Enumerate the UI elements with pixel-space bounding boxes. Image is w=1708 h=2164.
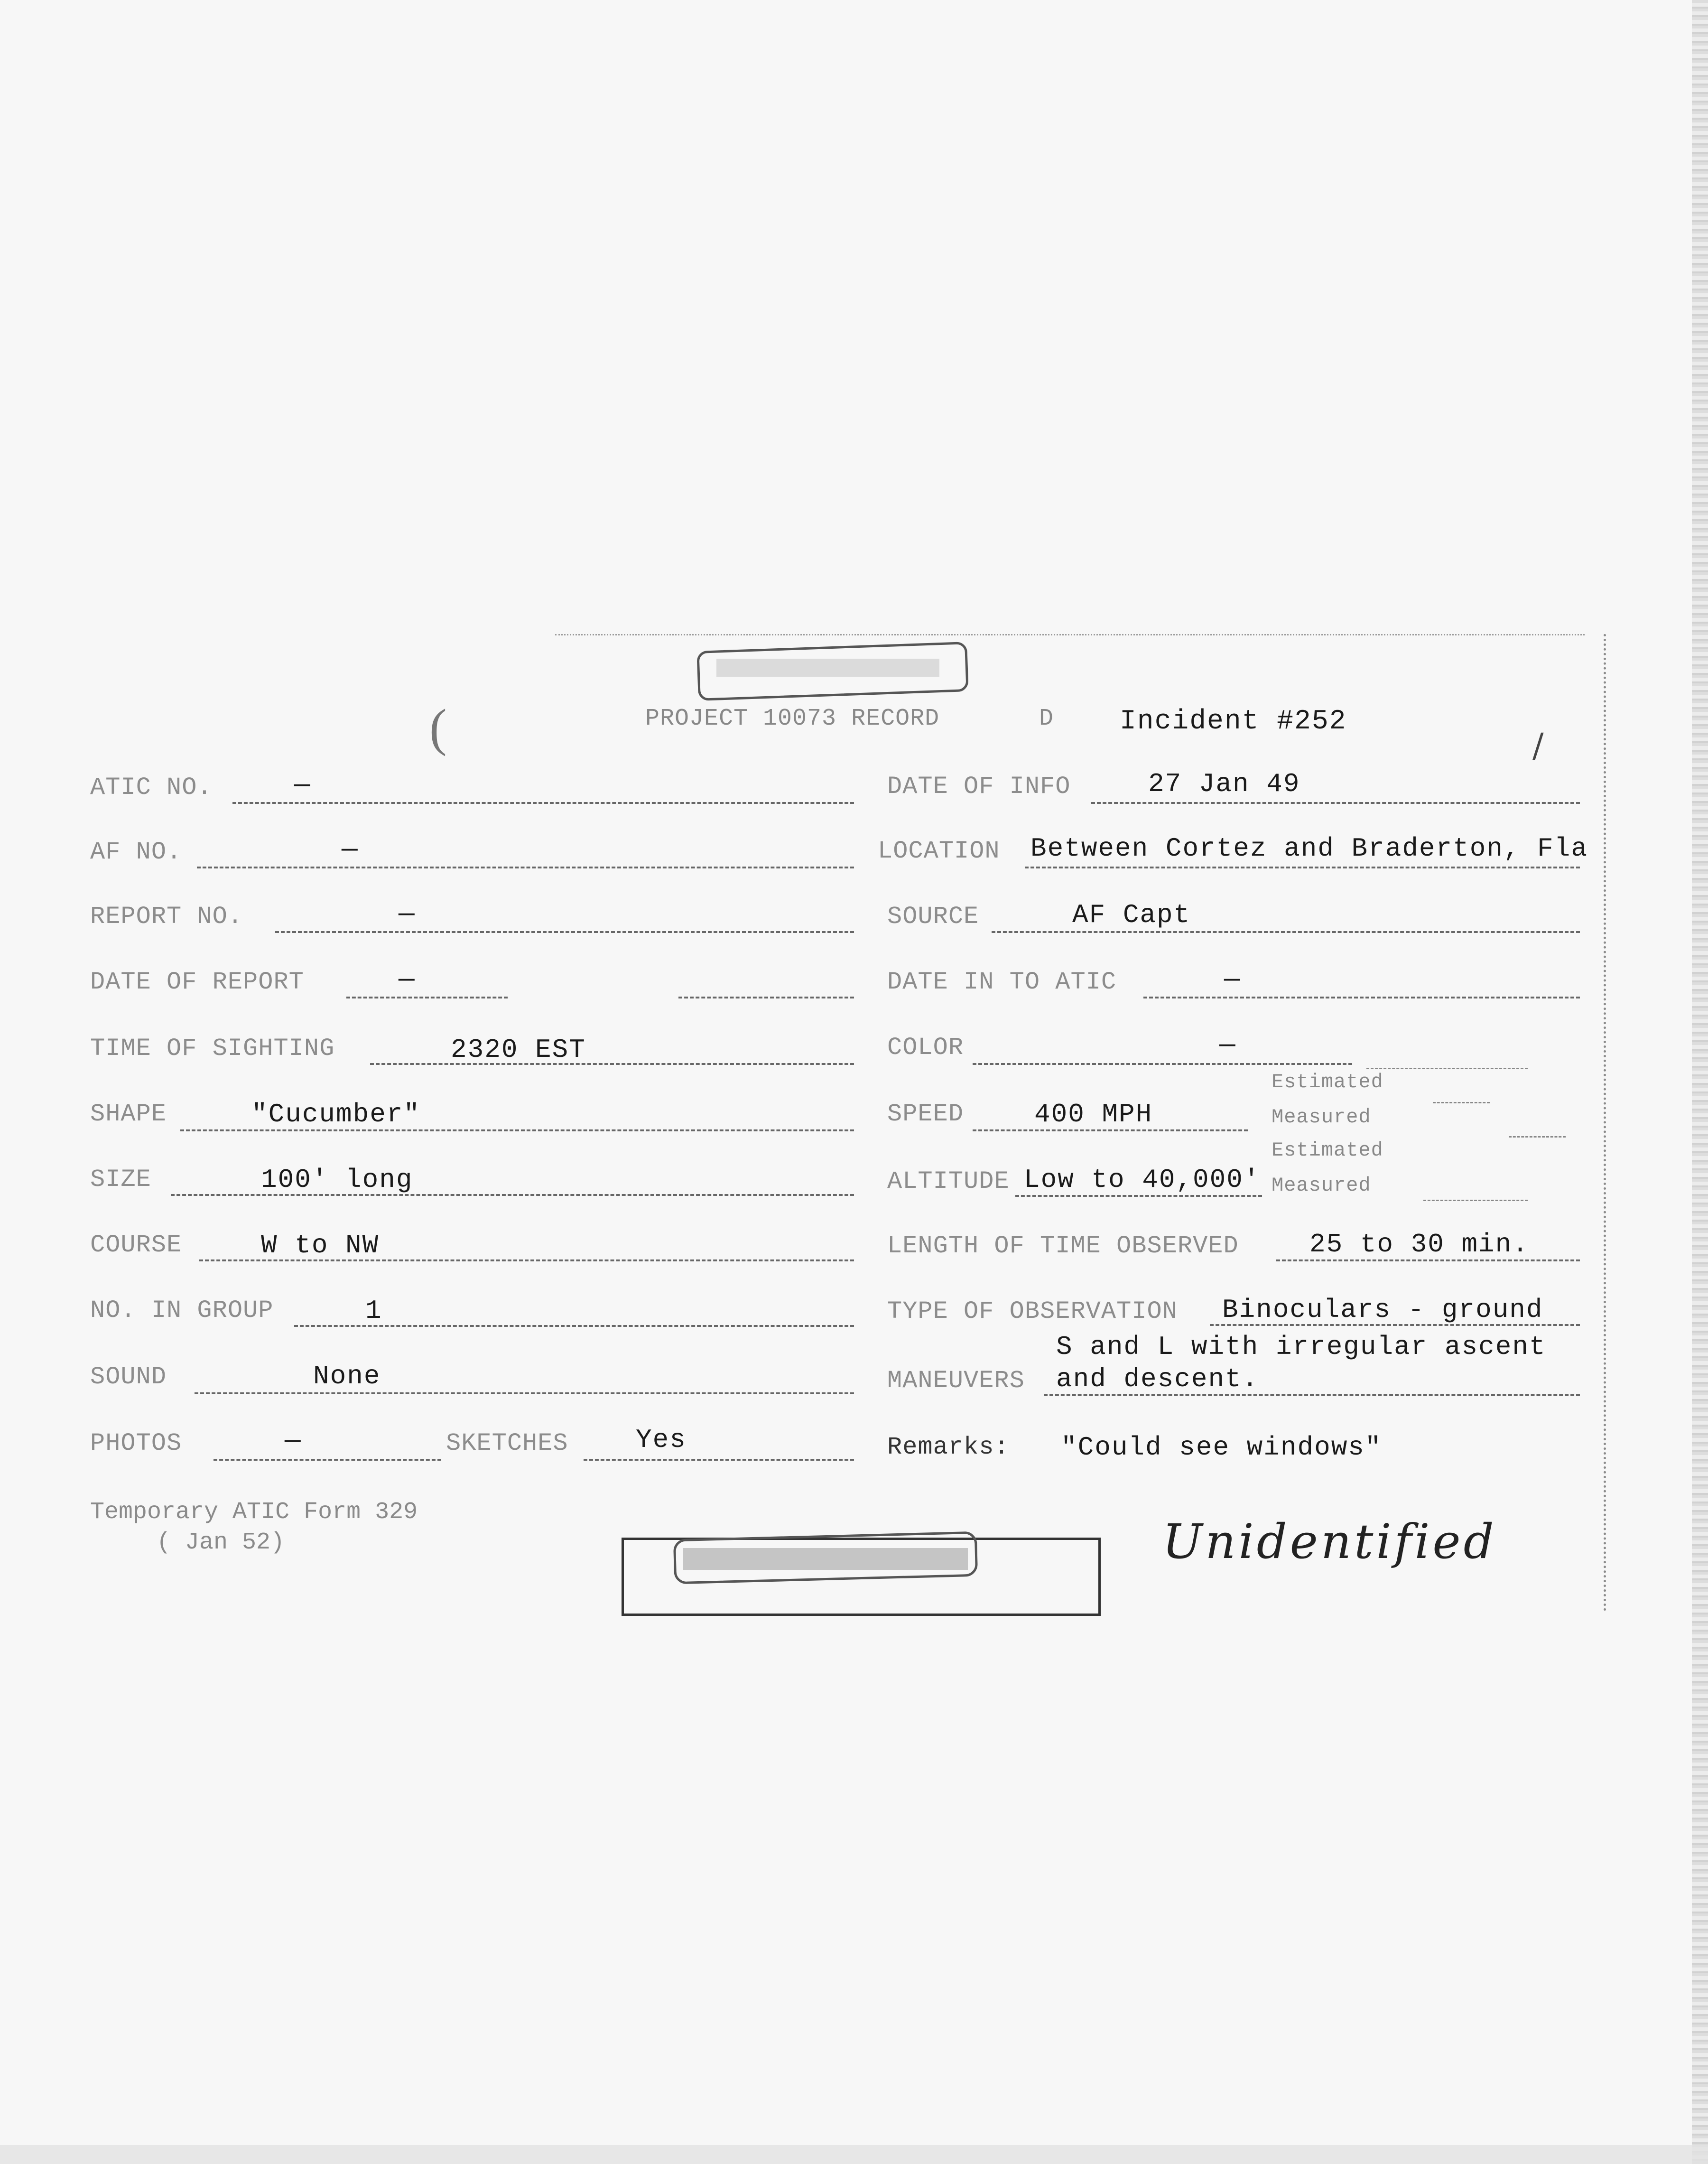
report-no-label: REPORT NO. (90, 903, 243, 931)
location-label: LOCATION (878, 837, 1000, 865)
handwritten-annotation: Unidentified (1162, 1514, 1497, 1569)
shape-label: SHAPE (90, 1100, 167, 1128)
atic-no-label: ATIC NO. (90, 774, 213, 802)
redaction-stamp-top-fill (716, 659, 939, 677)
color-line (973, 1063, 1352, 1065)
atic-no-line (232, 802, 854, 804)
incident-number: Incident #252 (1120, 706, 1347, 737)
length-of-time-value: 25 to 30 min. (1309, 1229, 1529, 1259)
af-no-value: — (342, 834, 359, 865)
form-name: Temporary ATIC Form 329 (90, 1499, 418, 1526)
remarks-value: "Could see windows" (1061, 1432, 1382, 1463)
report-no-value: — (399, 899, 416, 929)
speed-line (973, 1129, 1248, 1131)
length-of-time-line (1276, 1259, 1580, 1261)
measured-line-3 (1423, 1200, 1528, 1201)
shape-value: "Cucumber" (251, 1099, 421, 1129)
type-of-observation-line (1210, 1324, 1580, 1326)
date-in-to-atic-label: DATE IN TO ATIC (887, 968, 1117, 996)
af-no-label: AF NO. (90, 838, 182, 866)
sound-line (195, 1392, 854, 1394)
sketches-label: SKETCHES (446, 1429, 568, 1457)
photos-value: — (285, 1426, 302, 1456)
measured-line-1 (1433, 1102, 1490, 1103)
form-date: ( Jan 52) (157, 1529, 285, 1556)
maneuvers-label: MANEUVERS (887, 1367, 1025, 1395)
course-label: COURSE (90, 1231, 182, 1259)
card-border-right (1604, 634, 1606, 1612)
altitude-line (1015, 1195, 1262, 1197)
date-of-report-line-2 (678, 997, 854, 998)
speed-measured: Measured (1272, 1106, 1371, 1129)
pen-mark: / (1532, 726, 1544, 765)
date-of-info-label: DATE OF INFO (887, 773, 1071, 801)
form-title: PROJECT 10073 RECORD (645, 705, 940, 732)
location-line (1025, 867, 1580, 868)
maneuvers-value-line1: S and L with irregular ascent (1056, 1332, 1546, 1362)
no-in-group-line (294, 1325, 854, 1327)
sketches-value: Yes (636, 1425, 687, 1455)
date-of-info-line (1091, 802, 1580, 804)
sketches-line (584, 1459, 854, 1461)
remarks-label: Remarks: (887, 1433, 1010, 1461)
date-of-report-line-1 (346, 997, 508, 998)
source-value: AF Capt (1072, 900, 1191, 930)
length-of-time-label: LENGTH OF TIME OBSERVED (887, 1232, 1239, 1260)
measured-line-2 (1509, 1136, 1566, 1138)
course-value: W to NW (261, 1230, 380, 1260)
maneuvers-line (1044, 1394, 1580, 1396)
altitude-value: Low to 40,000' (1024, 1165, 1261, 1195)
type-of-observation-value: Binoculars - ground (1222, 1295, 1543, 1325)
time-of-sighting-line (370, 1063, 854, 1065)
page-edge-right (1692, 0, 1708, 2164)
date-of-report-value: — (399, 964, 416, 995)
atic-no-value: — (294, 770, 311, 800)
form-title-suffix: D (1039, 705, 1054, 732)
source-line (992, 931, 1580, 933)
estimated-line-1 (1366, 1068, 1528, 1069)
speed-estimated: Estimated (1272, 1071, 1383, 1093)
speed-value: 400 MPH (1034, 1099, 1153, 1129)
redaction-stamp-bottom-fill (683, 1548, 968, 1570)
af-no-line (197, 867, 854, 868)
date-of-info-value: 27 Jan 49 (1148, 769, 1300, 799)
no-in-group-value: 1 (365, 1296, 382, 1326)
maneuvers-value-line2: and descent. (1056, 1364, 1259, 1394)
altitude-label: ALTITUDE (887, 1167, 1010, 1195)
photos-line (214, 1459, 441, 1461)
size-label: SIZE (90, 1166, 151, 1194)
course-line (199, 1259, 854, 1261)
size-line (171, 1194, 854, 1196)
source-label: SOURCE (887, 903, 979, 931)
speed-label: SPEED (887, 1100, 964, 1128)
page-edge-bottom (0, 2145, 1708, 2164)
size-value: 100' long (261, 1165, 413, 1195)
card-border-top (555, 634, 1585, 635)
report-no-line (275, 931, 854, 933)
shape-line (180, 1129, 854, 1131)
photos-label: PHOTOS (90, 1429, 182, 1457)
sound-value: None (313, 1361, 381, 1391)
date-of-report-label: DATE OF REPORT (90, 968, 304, 996)
time-of-sighting-label: TIME OF SIGHTING (90, 1035, 335, 1063)
altitude-estimated: Estimated (1272, 1139, 1383, 1162)
time-of-sighting-value: 2320 EST (451, 1035, 586, 1065)
altitude-measured: Measured (1272, 1174, 1371, 1197)
sound-label: SOUND (90, 1363, 167, 1391)
parenthesis-mark: ( (429, 699, 447, 756)
location-value: Between Cortez and Braderton, Fla (1030, 833, 1588, 864)
date-in-to-atic-value: — (1224, 964, 1241, 995)
date-in-to-atic-line (1143, 997, 1580, 998)
no-in-group-label: NO. IN GROUP (90, 1297, 274, 1325)
type-of-observation-label: TYPE OF OBSERVATION (887, 1297, 1178, 1325)
color-label: COLOR (887, 1034, 964, 1062)
color-value: — (1219, 1030, 1236, 1060)
